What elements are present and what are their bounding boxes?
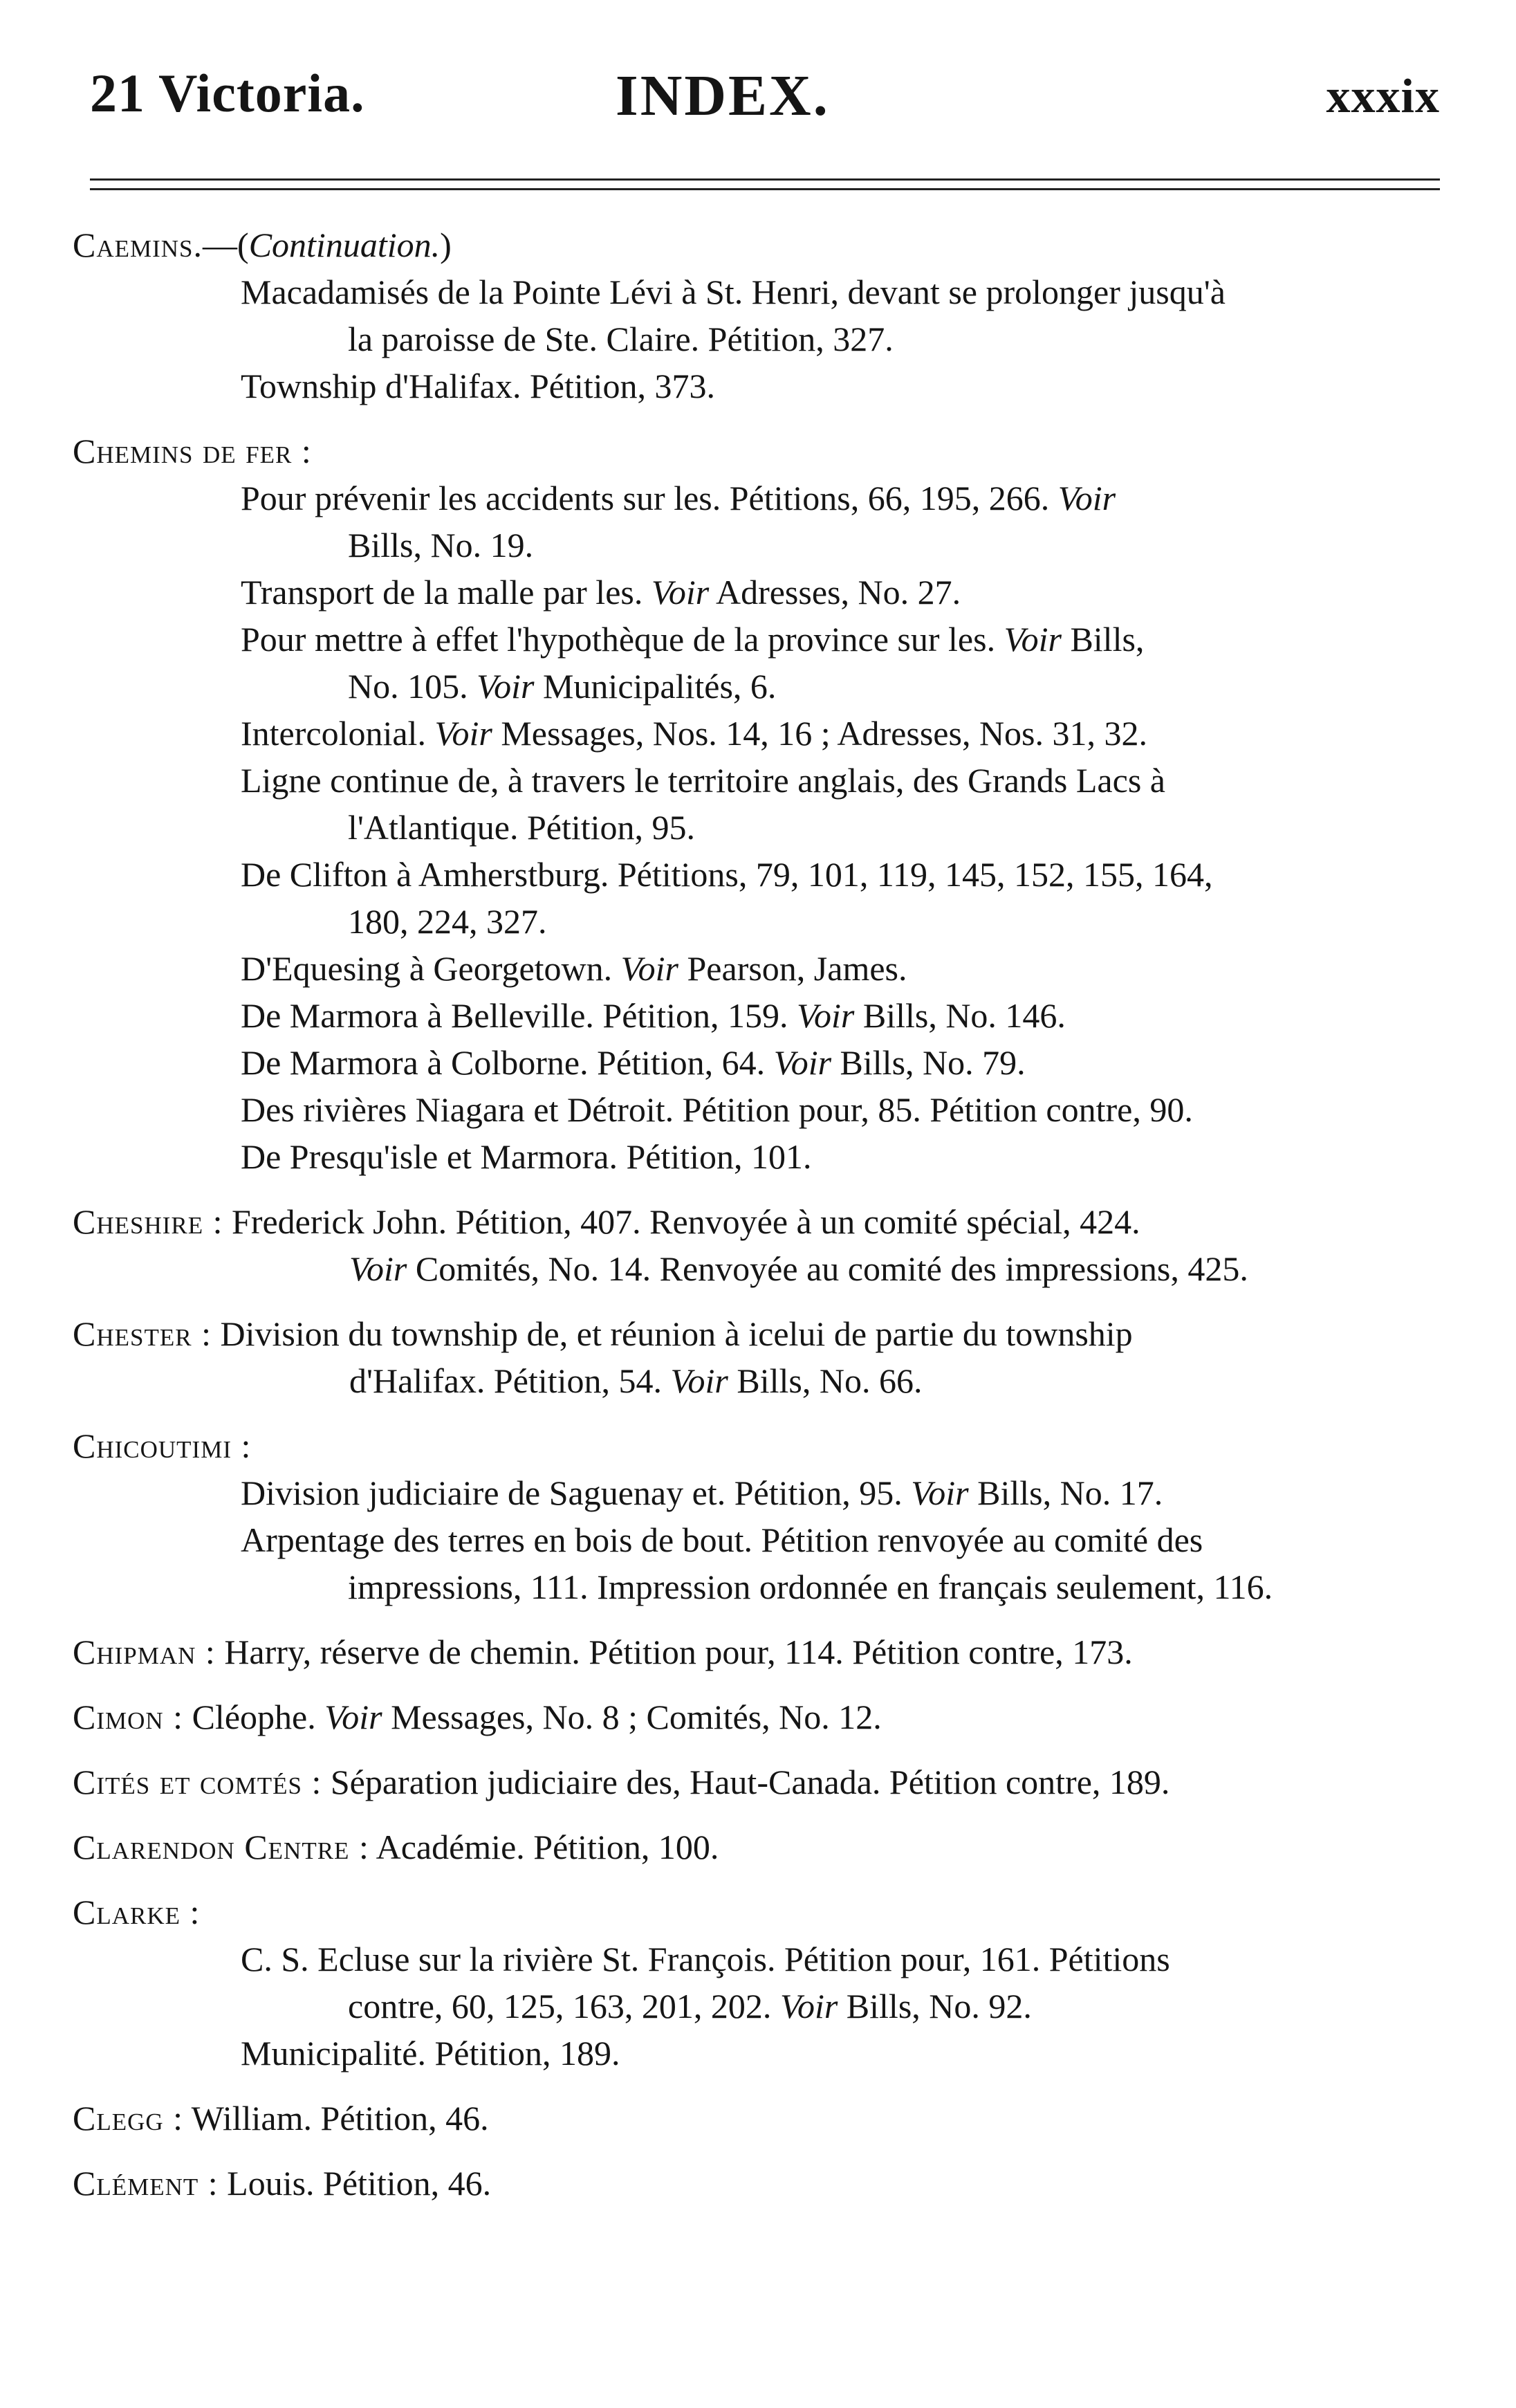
subentry xyxy=(73,2030,1445,2077)
entry-headword: Chester : xyxy=(73,1314,212,1353)
subentry-line: C. S. Ecluse sur la rivière St. François. Pétition pour, 161. Pétitions xyxy=(241,1940,1170,1978)
subentry xyxy=(73,362,1445,410)
subentry-line: Township d'Halifax. Pétition, 373. xyxy=(241,367,716,405)
entry-headword: Cimon : xyxy=(73,1698,184,1736)
page-header xyxy=(90,62,1440,138)
subentry-continuation: 180, 224, 327. xyxy=(348,902,547,941)
subentry xyxy=(73,616,1445,710)
index-entry xyxy=(73,1823,1445,1871)
subentry-continuation: No. 105. Voir Municipalités, 6. xyxy=(348,667,777,706)
entry-heading-line xyxy=(73,2160,1445,2207)
entry-text: Cléophe. Voir Messages, No. 8 ; Comités, No. 12. xyxy=(192,1698,882,1736)
subentry-line: Pour mettre à effet l'hypothèque de la province sur les. Voir Bills, xyxy=(241,620,1145,659)
subentry xyxy=(73,992,1445,1039)
entry-text: Séparation judiciaire des, Haut-Canada. Pétition contre, 189. xyxy=(330,1763,1170,1801)
subentry xyxy=(73,710,1445,757)
subentry-continuation: impressions, 111. Impression ordonnée en français seulement, 116. xyxy=(348,1568,1273,1606)
entry-heading-line xyxy=(73,1422,1445,1469)
subentry xyxy=(73,1039,1445,1086)
index-entry xyxy=(73,1422,1445,1610)
entry-heading-line xyxy=(73,1823,1445,1871)
entry-text: Harry, réserve de chemin. Pétition pour, 114. Pétition contre, 173. xyxy=(224,1633,1133,1671)
entry-heading-line xyxy=(73,1888,1445,1936)
entry-heading-suffix: —(Continuation.) xyxy=(203,226,452,264)
subentry-line: De Marmora à Belleville. Pétition, 159. Voir Bills, No. 146. xyxy=(241,996,1066,1035)
subentry xyxy=(73,1936,1445,2030)
entry-heading-line xyxy=(73,1758,1445,1805)
entry-heading-line xyxy=(73,1693,1445,1740)
subentry xyxy=(73,268,1445,362)
subentry-line: Macadamisés de la Pointe Lévi à St. Henri, devant se prolonger jusqu'à xyxy=(241,273,1226,311)
index-entry xyxy=(73,221,1445,410)
entry-headword: Clément : xyxy=(73,2164,219,2203)
entry-heading-line xyxy=(73,1628,1445,1675)
entry-heading-line xyxy=(73,1198,1445,1245)
entry-headword: Caemins. xyxy=(73,226,203,264)
subentry-line: D'Equesing à Georgetown. Voir Pearson, James. xyxy=(241,949,907,988)
entry-text: Division du township de, et réunion à icelui de partie du township xyxy=(220,1314,1133,1353)
header-volume: 21 Victoria. xyxy=(90,63,365,123)
entry-text: Frederick John. Pétition, 407. Renvoyée à un comité spécial, 424. xyxy=(232,1202,1140,1241)
index-entry xyxy=(73,1758,1445,1805)
subentry-line: Municipalité. Pétition, 189. xyxy=(241,2034,620,2072)
entry-headword: Chemins de fer : xyxy=(73,432,312,470)
entry-headword: Chicoutimi : xyxy=(73,1426,252,1465)
subentry xyxy=(73,757,1445,851)
entry-continuation: Voir Comités, No. 14. Renvoyée au comité des impressions, 425. xyxy=(349,1249,1248,1288)
index-entry xyxy=(73,1888,1445,2077)
header-title: INDEX. xyxy=(616,64,830,128)
entry-text: Académie. Pétition, 100. xyxy=(376,1828,719,1866)
header-rule-top xyxy=(90,178,1440,181)
subentry-line: Transport de la malle par les. Voir Adresses, No. 27. xyxy=(241,573,961,612)
subentry xyxy=(73,1469,1445,1516)
subentry xyxy=(73,475,1445,569)
entry-headword: Cheshire : xyxy=(73,1202,223,1241)
header-page-number: xxxix xyxy=(1326,70,1440,123)
header-rule-bottom xyxy=(90,188,1440,190)
index-content xyxy=(73,221,1445,2207)
entry-headword: Clegg : xyxy=(73,2099,184,2138)
entry-headword: Clarke : xyxy=(73,1893,201,1931)
index-entry xyxy=(73,2095,1445,2142)
subentry-line: Pour prévenir les accidents sur les. Pétitions, 66, 195, 266. Voir xyxy=(241,479,1116,517)
entry-continuation: d'Halifax. Pétition, 54. Voir Bills, No. 66. xyxy=(349,1361,923,1400)
subentry-continuation: Bills, No. 19. xyxy=(348,526,534,564)
entry-headword: Cités et comtés : xyxy=(73,1763,322,1801)
subentry-line: Intercolonial. Voir Messages, Nos. 14, 16 ; Adresses, Nos. 31, 32. xyxy=(241,714,1148,753)
subentry-continuation: l'Atlantique. Pétition, 95. xyxy=(348,808,696,847)
subentry xyxy=(73,569,1445,616)
subentry-line: De Marmora à Colborne. Pétition, 64. Voir Bills, No. 79. xyxy=(241,1043,1026,1082)
subentry xyxy=(73,1086,1445,1133)
entry-heading-line xyxy=(73,2095,1445,2142)
index-entry xyxy=(73,428,1445,1180)
index-entry xyxy=(73,2160,1445,2207)
entry-text: Louis. Pétition, 46. xyxy=(227,2164,492,2203)
subentry-line: Des rivières Niagara et Détroit. Pétition pour, 85. Pétition contre, 90. xyxy=(241,1090,1193,1129)
entry-headword: Chipman : xyxy=(73,1633,216,1671)
index-entry xyxy=(73,1198,1445,1292)
entry-heading-line xyxy=(73,221,1445,268)
subentry-continuation: contre, 60, 125, 163, 201, 202. Voir Bills, No. 92. xyxy=(348,1987,1032,2025)
subentry xyxy=(73,851,1445,945)
subentry-line: Division judiciaire de Saguenay et. Pétition, 95. Voir Bills, No. 17. xyxy=(241,1473,1163,1512)
entry-heading-line xyxy=(73,1310,1445,1357)
index-entry xyxy=(73,1693,1445,1740)
subentry xyxy=(73,1133,1445,1180)
subentry-line: Arpentage des terres en bois de bout. Pétition renvoyée au comité des xyxy=(241,1520,1203,1559)
entry-heading-line xyxy=(73,428,1445,475)
entry-text: William. Pétition, 46. xyxy=(191,2099,489,2138)
entry-headword: Clarendon Centre : xyxy=(73,1828,369,1866)
subentry-continuation: la paroisse de Ste. Claire. Pétition, 327. xyxy=(348,320,894,358)
index-entry xyxy=(73,1310,1445,1404)
subentry xyxy=(73,945,1445,992)
index-entry xyxy=(73,1628,1445,1675)
subentry-line: Ligne continue de, à travers le territoire anglais, des Grands Lacs à xyxy=(241,761,1165,800)
subentry-line: De Clifton à Amherstburg. Pétitions, 79, 101, 119, 145, 152, 155, 164, xyxy=(241,855,1213,894)
subentry-line: De Presqu'isle et Marmora. Pétition, 101. xyxy=(241,1137,812,1176)
subentry xyxy=(73,1516,1445,1610)
